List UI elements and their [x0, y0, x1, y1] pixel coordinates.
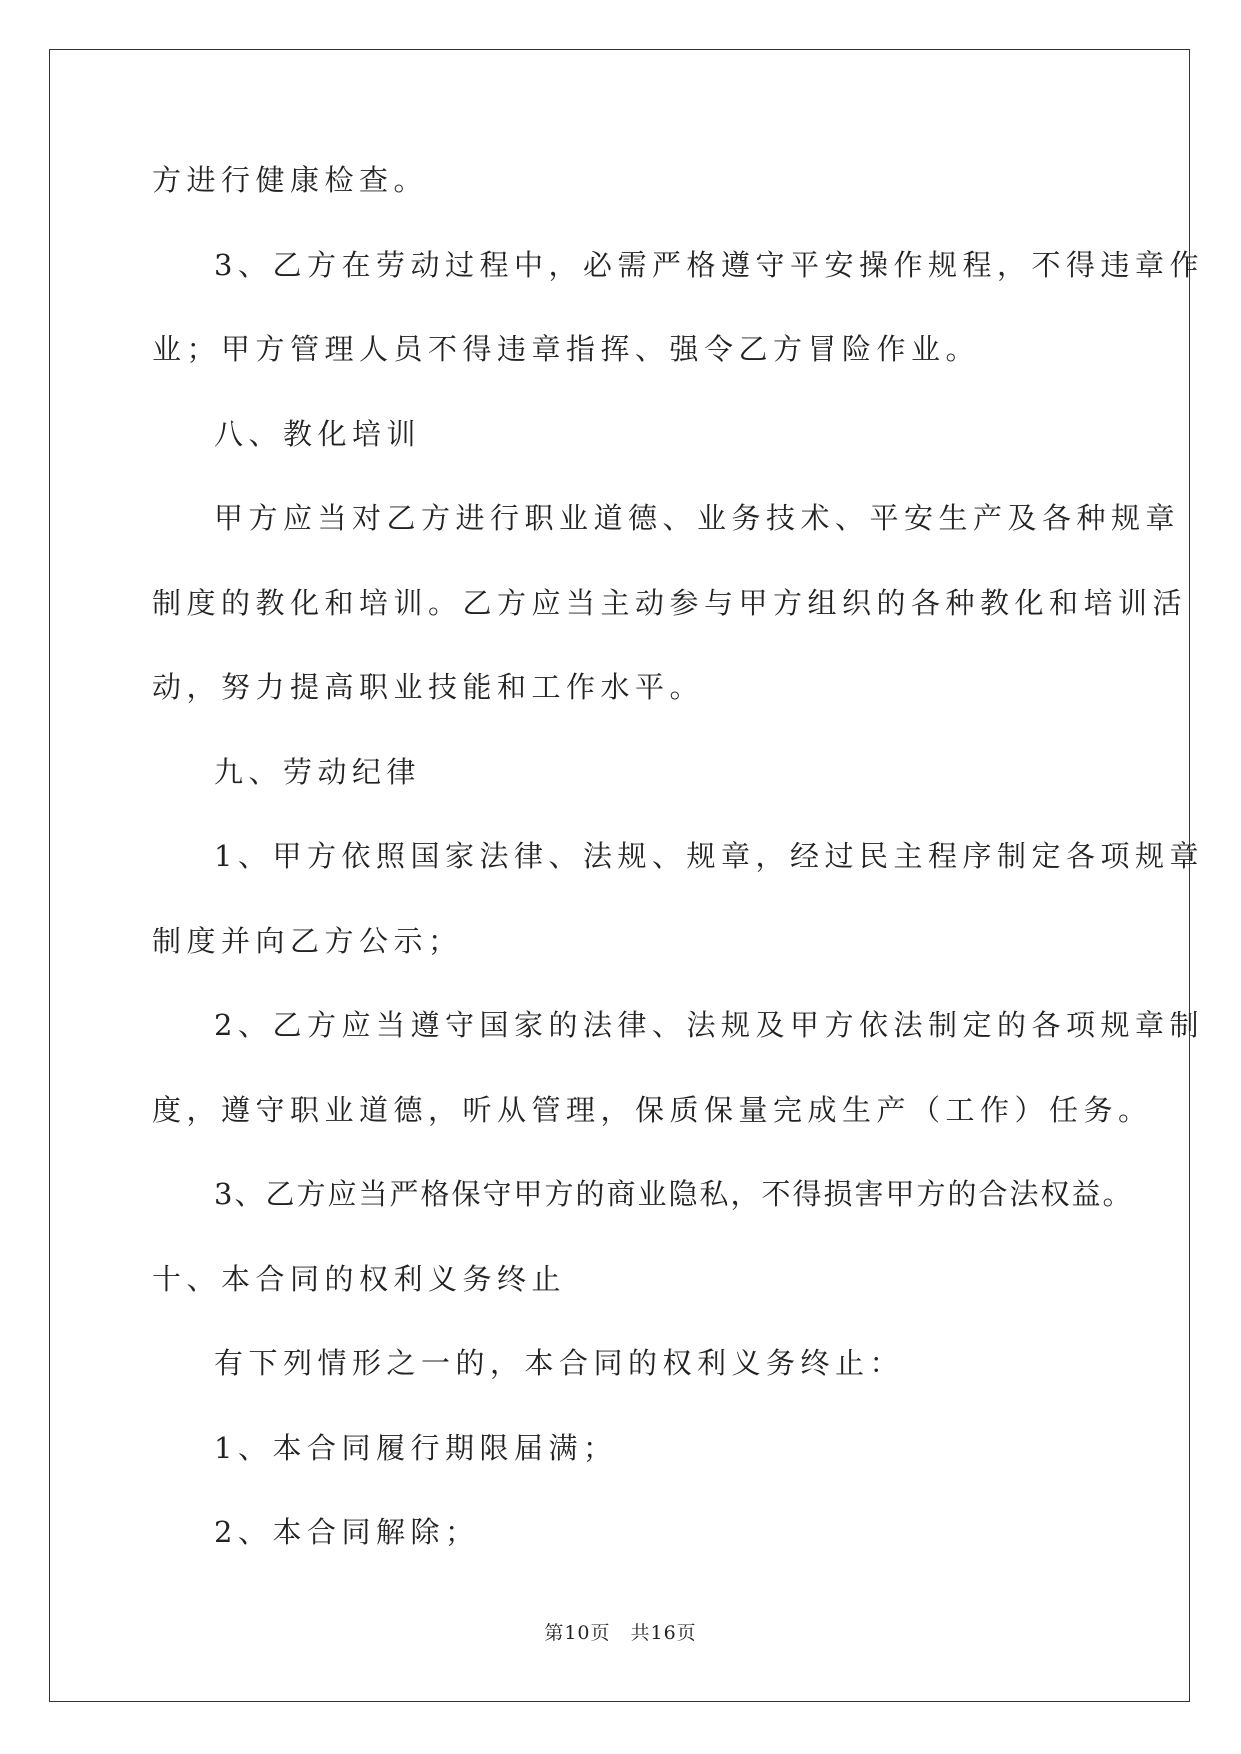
section-heading: 九、劳动纪律 [214, 754, 422, 789]
paragraph-line: 业；甲方管理人员不得违章指挥、强令乙方冒险作业。 [152, 332, 981, 366]
paragraph-line: 3、乙方应当严格保守甲方的商业隐私，不得损害甲方的合法权益。 [214, 1177, 1134, 1211]
paragraph-line: 制度的教化和培训。乙方应当主动参与甲方组织的各种教化和培训活 [152, 585, 1188, 620]
paragraph-line: 度，遵守职业道德，听从管理，保质保量完成生产（工作）任务。 [152, 1092, 1153, 1127]
paragraph-line: 3、乙方在劳动过程中，必需严格遵守平安操作规程，不得违章作 [214, 247, 1204, 282]
document-body [152, 160, 1204, 1597]
page-number-footer: 第10页 共16页 [544, 1622, 697, 1644]
paragraph-line: 1、本合同履行期限届满； [214, 1430, 618, 1465]
section-heading: 八、教化培训 [214, 416, 422, 451]
paragraph-line: 2、乙方应当遵守国家的法律、法规及甲方依法制定的各项规章制 [214, 1008, 1204, 1042]
paragraph-line: 制度并向乙方公示； [152, 923, 463, 958]
paragraph-line: 有下列情形之一的，本合同的权利义务终止： [214, 1346, 905, 1380]
paragraph-line: 方进行健康检查。 [152, 163, 429, 197]
paragraph-line: 2、本合同解除； [214, 1515, 480, 1549]
section-heading: 十、本合同的权利义务终止 [152, 1261, 567, 1296]
paragraph-line: 动，努力提高职业技能和工作水平。 [152, 670, 705, 704]
paragraph-line: 1、甲方依照国家法律、法规、规章，经过民主程序制定各项规章 [214, 839, 1204, 873]
paragraph-line: 甲方应当对乙方进行职业道德、业务技术、平安生产及各种规章 [214, 501, 1181, 535]
